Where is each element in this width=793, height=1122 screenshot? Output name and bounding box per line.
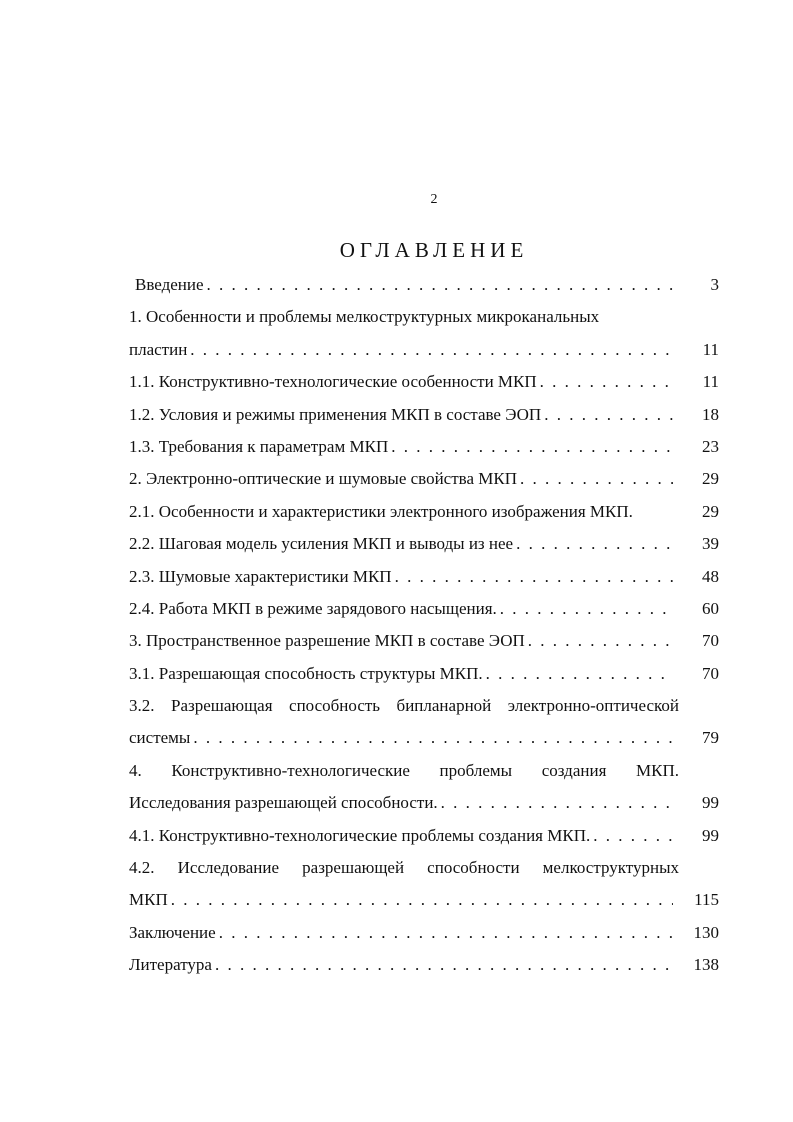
toc-entry-label: пластин (129, 339, 188, 359)
toc-entry-page: 130 (693, 922, 719, 942)
page-number: 2 (430, 192, 438, 207)
toc-entry-4-1[interactable] (129, 817, 719, 849)
toc-entry-label: МКП (129, 890, 168, 910)
toc-entry-chapter-1-line-1[interactable] (129, 298, 719, 330)
toc-entry-page: 23 (702, 436, 719, 456)
toc-entry-label: Исследования разрешающей способности. (129, 793, 438, 813)
toc-entry-chapter-4-line-2[interactable] (129, 784, 719, 816)
toc-entry-page: 11 (702, 372, 719, 392)
toc-entry-label: 2.2. Шаговая модель усиления МКП и выводы из нее (129, 534, 514, 554)
toc-entry-page: 29 (702, 469, 719, 489)
toc-entry-page: 79 (702, 728, 719, 748)
toc-entry-label: 2.4. Работа МКП в режиме зарядового насыщения. (129, 598, 497, 618)
toc-entry-page: 48 (702, 566, 719, 586)
toc-entry-label: Введение (135, 275, 204, 294)
toc-entry-label: 4.2. Исследование разрешающей способности мелкоструктурных (129, 858, 679, 878)
toc-entry-label: 2.1. Особенности и характеристики электронного изображения МКП. (129, 501, 633, 521)
toc-entry-page: 3 (710, 275, 719, 294)
toc-title: ОГЛАВЛЕНИЕ (339, 238, 529, 262)
toc-entry-3-2-line-2[interactable] (129, 719, 719, 751)
toc-entry-1-3[interactable] (129, 428, 719, 460)
toc-entry-2-3[interactable] (129, 558, 719, 590)
toc-entry-3-2-line-1[interactable] (129, 687, 719, 719)
toc-entry-label: 1.3. Требования к параметрам МКП (129, 436, 389, 456)
toc-entry-label: 4.1. Конструктивно-технологические проблемы создания МКП. (129, 825, 591, 845)
toc-entry-label: 1. Особенности и проблемы мелкоструктурных микроканальных (129, 307, 600, 327)
toc-entry-page: 70 (702, 663, 719, 683)
toc-entry-2-4[interactable] (129, 590, 719, 622)
toc-entry-chapter-3[interactable] (129, 622, 719, 654)
toc-entry-label: 3. Пространственное разрешение МКП в составе ЭОП (129, 631, 525, 651)
toc-entry-label: 3.1. Разрешающая способность структуры МКП. (129, 663, 483, 683)
toc-entry-1-2[interactable] (129, 396, 719, 428)
toc-entry-page: 99 (702, 825, 719, 845)
toc-entry-2-2[interactable] (129, 525, 719, 557)
toc-entry-page: 39 (702, 534, 719, 554)
toc-entry-label: 4. Конструктивно-технологические проблемы создания МКП. (129, 760, 679, 780)
toc-entry-page: 115 (694, 890, 719, 910)
toc-entry-label: 2.3. Шумовые характеристики МКП (129, 566, 392, 586)
toc-entry-label: 1.1. Конструктивно-технологические особенности МКП (129, 372, 537, 392)
toc-entry-page: 60 (702, 598, 719, 618)
toc-entry-literature[interactable] (129, 946, 719, 978)
toc-entry-introduction[interactable] (129, 266, 719, 298)
toc-entry-page: 29 (702, 501, 719, 521)
toc-entry-chapter-1-line-2[interactable] (129, 331, 719, 363)
toc-entry-chapter-4-line-1[interactable] (129, 752, 719, 784)
toc-entry-page: 99 (702, 793, 719, 813)
toc-entry-label: 1.2. Условия и режимы применения МКП в составе ЭОП (129, 404, 542, 424)
toc-entry-page: 70 (702, 631, 719, 651)
toc-entry-4-2-line-2[interactable] (129, 881, 719, 913)
toc-entry-label: Заключение (129, 922, 216, 942)
toc-entry-chapter-2[interactable] (129, 460, 719, 492)
leader-dots (215, 946, 673, 984)
toc-entry-1-1[interactable] (129, 363, 719, 395)
toc-entry-page: 18 (702, 404, 719, 424)
toc-entry-2-1[interactable] (129, 493, 719, 525)
table-of-contents (129, 266, 719, 979)
toc-entry-label: системы (129, 728, 191, 748)
toc-entry-page: 138 (693, 955, 719, 975)
toc-entry-3-1[interactable] (129, 655, 719, 687)
toc-entry-page: 11 (702, 339, 719, 359)
toc-entry-label: 2. Электронно-оптические и шумовые свойства МКП (129, 469, 517, 489)
toc-entry-label: Литература (129, 955, 212, 975)
toc-entry-label: 3.2. Разрешающая способность бипланарной электронно-оптической (129, 696, 679, 716)
toc-entry-4-2-line-1[interactable] (129, 849, 719, 881)
